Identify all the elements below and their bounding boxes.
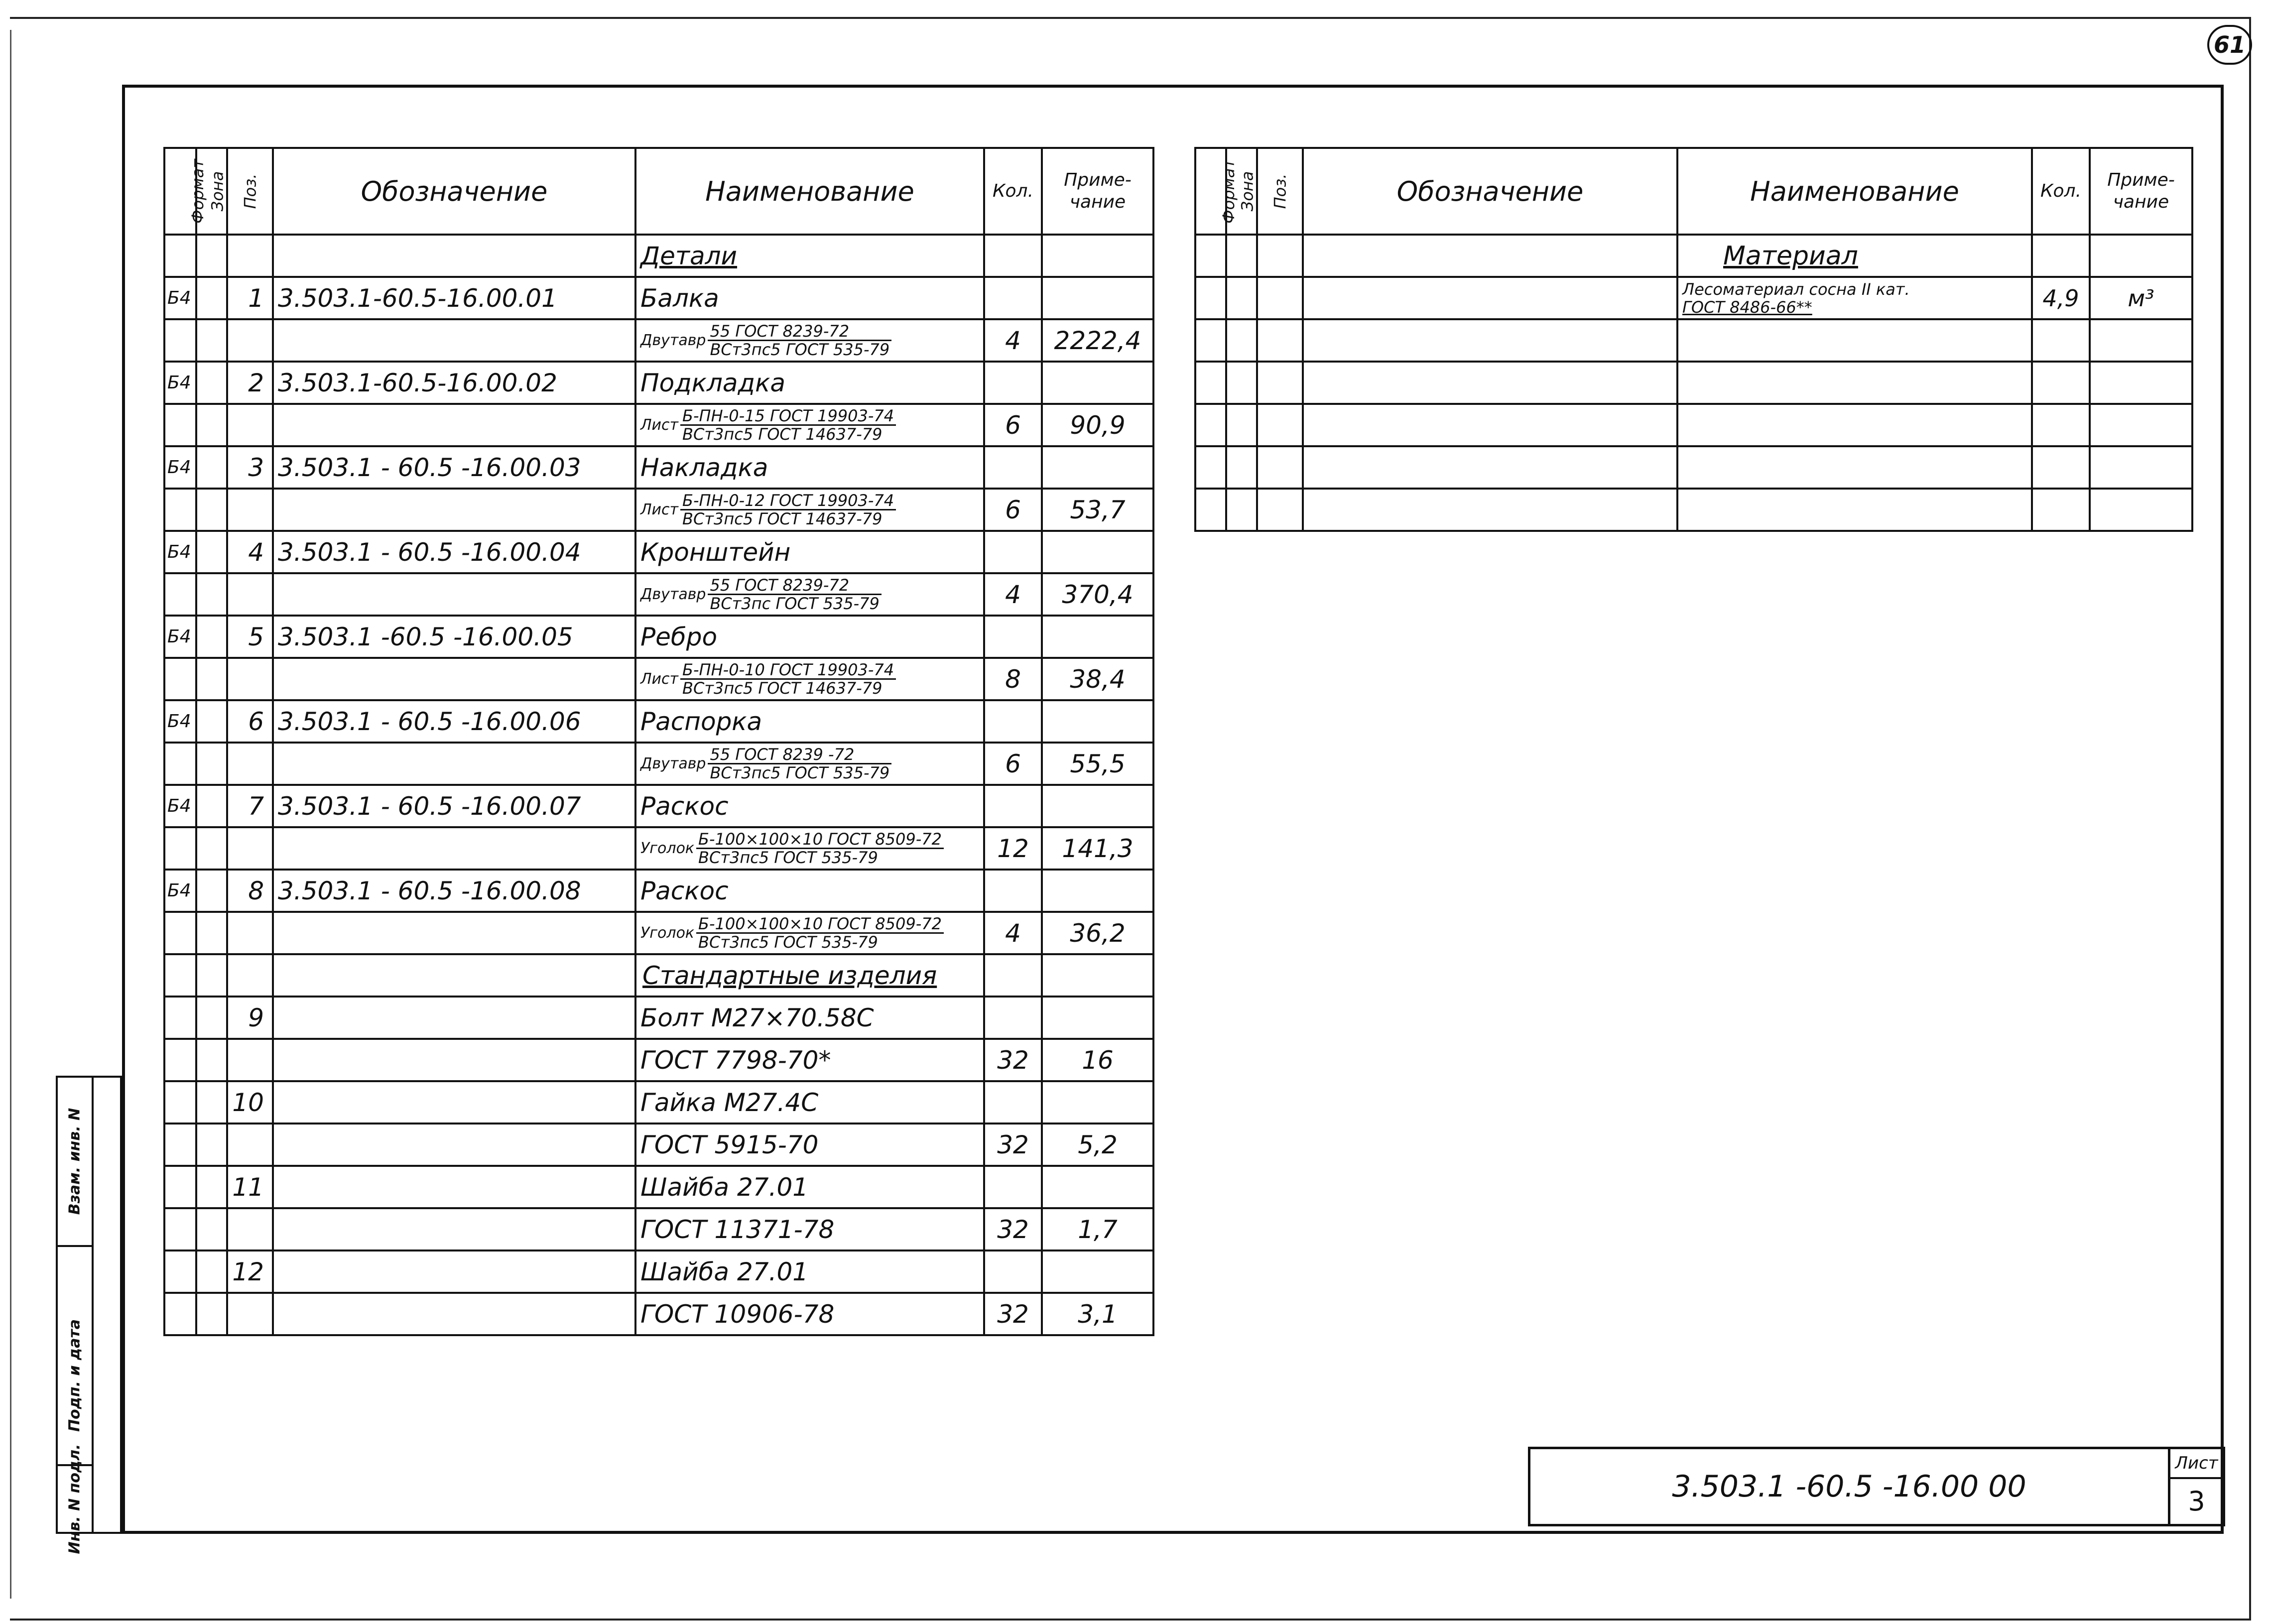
header-row (1195, 148, 2192, 235)
col-qty: Кол. (984, 148, 1042, 235)
header-row (164, 148, 1153, 235)
section-standard: Стандартные изделия (635, 954, 984, 997)
table-row: Б4 4 3.503.1 - 60.5 -16.00.04 Кронштейн (164, 531, 1153, 573)
table-row: Б4 3 3.503.1 - 60.5 -16.00.03 Накладка (164, 446, 1153, 489)
table-row: Лист $\frac{\text{Б-ПН-0-12 ГОСТ 19903-74}}{\text{ВСт3пс5 ГОСТ 14637-79}}$ 6 53,7 (164, 489, 1153, 531)
title-block (1528, 1447, 2225, 1526)
table-row: 11 Шайба 27.01 (164, 1166, 1153, 1208)
document-number: 3.503.1 -60.5 -16.00 00 (1672, 1469, 2026, 1504)
table-row (1195, 489, 2192, 531)
col-format: Формат (1195, 148, 1226, 235)
table-row (164, 954, 1153, 997)
section-material: Материал (1677, 235, 2032, 277)
col-zone: Зона (1226, 148, 1257, 235)
outer-left-edge (10, 30, 11, 1599)
table-row: 10 Гайка М27.4С (164, 1081, 1153, 1124)
col-pos: Поз. (227, 148, 273, 235)
table-row: ГОСТ 10906-78 32 3,1 (164, 1293, 1153, 1335)
spec-table-left (163, 147, 1154, 1336)
col-zone: Зона (196, 148, 227, 235)
page-number: 61 (2207, 25, 2252, 65)
table-row: Б4 8 3.503.1 - 60.5 -16.00.08 Раскос (164, 870, 1153, 912)
table-row: Лесоматериал сосна II кат. ГОСТ 8486-66** 4,9 м³ (1195, 277, 2192, 319)
table-row: Б4 2 3.503.1-60.5-16.00.02 Подкладка (164, 362, 1153, 404)
stamp-inv-original: Инв. N подл. (66, 1444, 84, 1554)
table-row: Б4 1 3.503.1-60.5-16.00.01 Балка (164, 277, 1153, 319)
stamp-sign-date: Подп. и дата (58, 1287, 92, 1466)
col-note: Приме- чание (2090, 148, 2192, 235)
table-row (1195, 362, 2192, 404)
sheet-label: Лист (2170, 1449, 2223, 1479)
col-qty: Кол. (2032, 148, 2090, 235)
table-row: Двутавр $\frac{\text{55 ГОСТ 8239-72}}{\text{ВСт3пс ГОСТ 535-79}}$ 4 370,4 (164, 573, 1153, 616)
sheet-box (2168, 1449, 2223, 1524)
table-row (1195, 235, 2192, 277)
table-row: ГОСТ 5915-70 32 5,2 (164, 1124, 1153, 1166)
table-row (1195, 446, 2192, 489)
table-row: Двутавр $\frac{\text{55 ГОСТ 8239-72}}{\text{ВСт3пс5 ГОСТ 535-79}}$ 4 2222,4 (164, 319, 1153, 362)
col-name: Наименование (635, 148, 984, 235)
col-note: Приме- чание (1042, 148, 1153, 235)
wood-material: Лесоматериал сосна II кат. ГОСТ 8486-66** (1677, 277, 2032, 319)
col-designation: Обозначение (273, 148, 635, 235)
stamp-inv-replacement: Взам. инв. N (58, 1078, 92, 1247)
table-row: Двутавр $\frac{\text{55 ГОСТ 8239 -72}}{\text{ВСт3пс5 ГОСТ 535-79}}$ 6 55,5 (164, 743, 1153, 785)
table-row: Б4 5 3.503.1 -60.5 -16.00.05 Ребро (164, 616, 1153, 658)
table-row: Уголок $\frac{\text{Б-100×100×10 ГОСТ 8509-72}}{\text{ВСт3пс5 ГОСТ 535-79}}$ 12 141,3 (164, 827, 1153, 870)
table-row: Уголок $\frac{\text{Б-100×100×10 ГОСТ 8509-72}}{\text{ВСт3пс5 ГОСТ 535-79}}$ 4 36,2 (164, 912, 1153, 954)
table-row: 12 Шайба 27.01 (164, 1250, 1153, 1293)
table-row: ГОСТ 11371-78 32 1,7 (164, 1208, 1153, 1250)
table-row (1195, 404, 2192, 446)
spec-table-right (1194, 147, 2193, 532)
table-row: Лист $\frac{\text{Б-ПН-0-10 ГОСТ 19903-74}}{\text{ВСт3пс5 ГОСТ 14637-79}}$ 8 38,4 (164, 658, 1153, 700)
table-row (1195, 319, 2192, 362)
section-details: Детали (635, 235, 984, 277)
col-name: Наименование (1677, 148, 2032, 235)
col-pos: Поз. (1257, 148, 1303, 235)
sheet-number: 3 (2188, 1486, 2205, 1517)
table-row: ГОСТ 7798-70* 32 16 (164, 1039, 1153, 1081)
table-row: 9 Болт М27×70.58С (164, 997, 1153, 1039)
table-row: Б4 7 3.503.1 - 60.5 -16.00.07 Раскос (164, 785, 1153, 827)
side-stamp (56, 1076, 122, 1554)
col-format: Формат (164, 148, 196, 235)
table-row: Б4 6 3.503.1 - 60.5 -16.00.06 Распорка (164, 700, 1153, 743)
col-designation: Обозначение (1303, 148, 1677, 235)
table-row (164, 235, 1153, 277)
table-row: Лист $\frac{\text{Б-ПН-0-15 ГОСТ 19903-74}}{\text{ВСт3пс5 ГОСТ 14637-79}}$ 6 90,9 (164, 404, 1153, 446)
